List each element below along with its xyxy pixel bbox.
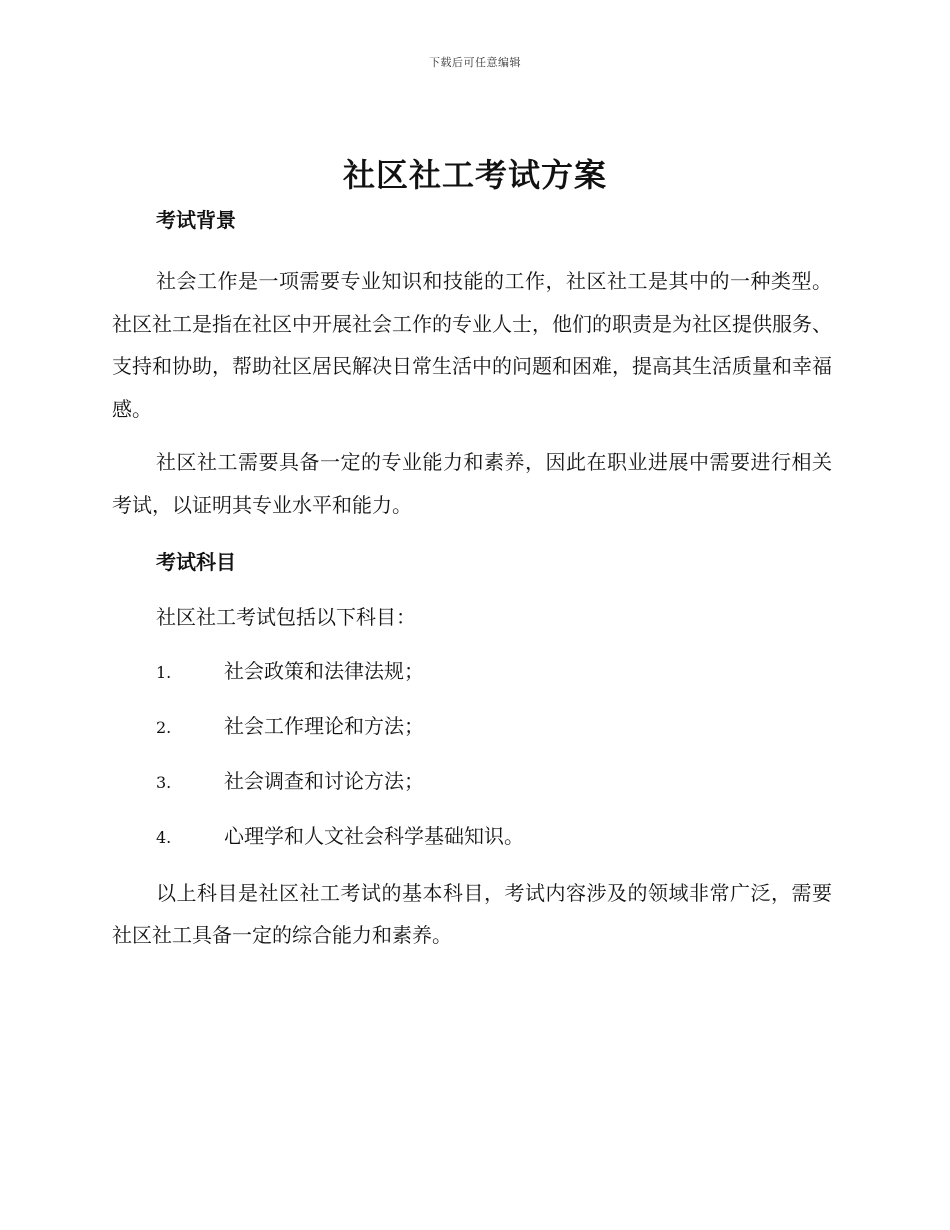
list-item-number: 2. xyxy=(156,717,172,737)
list-item xyxy=(112,699,832,754)
paragraph: 社会工作是一项需要专业知识和技能的工作，社区社工是其中的一种类型。社区社工是指在社区中开展社会工作的专业人士，他们的职责是为社区提供服务、支持和协助，帮助社区居民解决日常生活中的问题和困难，提高其生活质量和幸福感。 xyxy=(112,269,832,421)
list-item-text: 心理学和人文社会科学基础知识。 xyxy=(224,823,524,848)
section-background xyxy=(112,200,832,526)
list-item-number: 4. xyxy=(156,827,172,847)
list-item-number: 3. xyxy=(156,772,172,792)
page-header-note: 下载后可任意编辑 xyxy=(429,56,521,69)
list-item-text: 社会政策和法律法规； xyxy=(224,658,424,683)
paragraph-intro: 社区社工考试包括以下科目： xyxy=(156,605,416,629)
list-item xyxy=(112,754,832,809)
list-item-text: 社会工作理论和方法； xyxy=(224,713,424,738)
paragraph: 社区社工需要具备一定的专业能力和素养，因此在职业进展中需要进行相关考试，以证明其专业水平和能力。 xyxy=(112,450,832,517)
section-heading-background: 考试背景 xyxy=(156,208,236,232)
subject-list xyxy=(112,644,832,864)
list-item-text: 社会调查和讨论方法； xyxy=(224,768,424,793)
list-item xyxy=(112,809,832,864)
section-heading-subjects: 考试科目 xyxy=(156,550,236,574)
list-item xyxy=(112,644,832,699)
document-body xyxy=(112,200,832,957)
list-item-number: 1. xyxy=(156,662,172,682)
paragraph-closing: 以上科目是社区社工考试的基本科目，考试内容涉及的领域非常广泛，需要社区社工具备一定的综合能力和素养。 xyxy=(112,880,832,947)
document-title: 社区社工考试方案 xyxy=(342,156,607,194)
section-subjects xyxy=(112,542,832,957)
